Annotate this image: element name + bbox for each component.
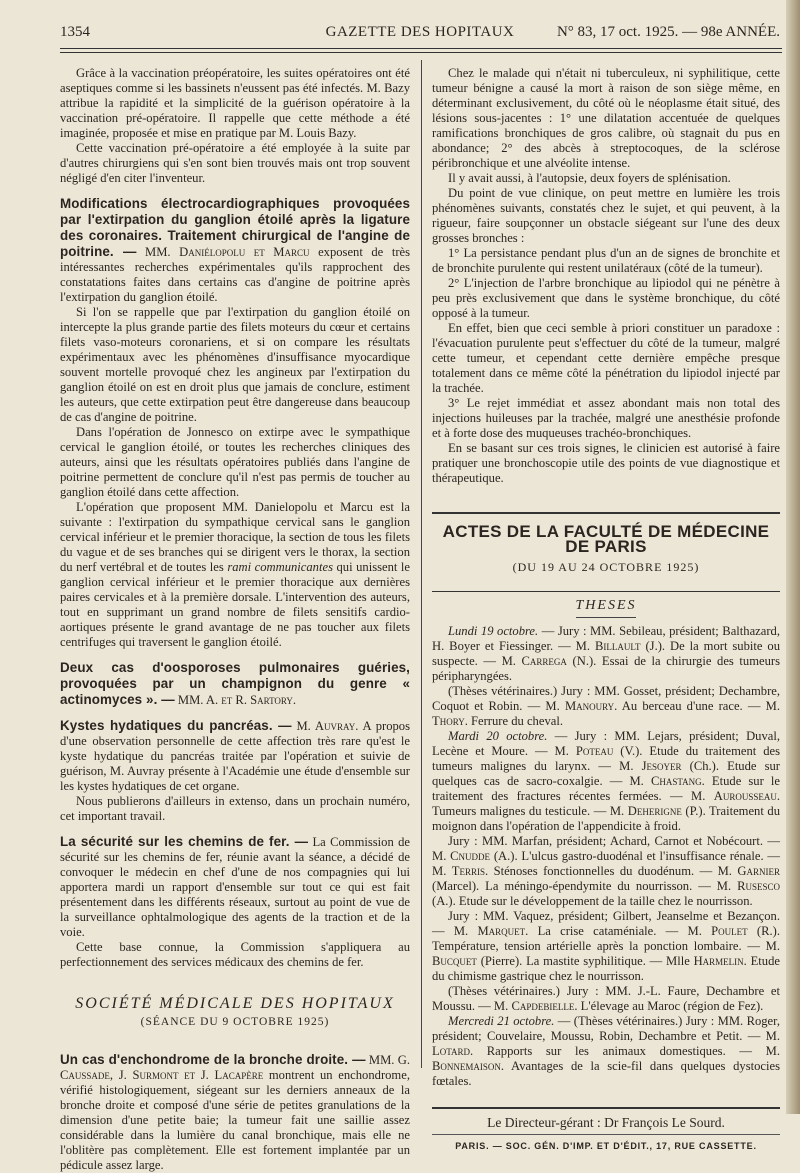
theses-mercredi: Mercredi 21 octobre. — (Thèses vétérinaires.) Jury : MM. Roger, président; Couvelaire, Moussu, Robin, Dechambre et Petit. — M. Lotard. Rapports sur les animaux domestiques. — M. Bonnemaison. Avantages de la scie-fil dans quelques dystocies fœtales. — [432, 1014, 780, 1088]
theses-lundi-vet: (Thèses vétérinaires.) Jury : MM. Gosset, président; Dechambre, Coquot et Robin. — M. Manoury. Au berceau d'une race. — M. Thory. Ferrure du cheval. — [432, 684, 780, 728]
header-rule-2 — [60, 52, 782, 53]
page-number: 1354 — [60, 24, 90, 40]
theses-jury-2: Jury : MM. Marfan, président; Achard, Carnot et Nobécourt. — M. Cnudde (A.). L'ulcus gastro-duodénal et l'insuffisance rénale. — M. Terris. Sténoses fonctionnelles du duodénum. — M. Garnier (Marcel). La méningo-épendymite du nourrisson. — M. Rusesco (A.). Etude sur le développement de la taille chez le nourrisson. — [432, 834, 781, 908]
theses-title: THESES — [575, 598, 637, 613]
header-rule — [60, 48, 782, 49]
paragraph: Dans l'opération de Jonnesco on extirpe avec le sympathique cervical le ganglion étoilé, or toutes les recherches cliniques des auteurs, ainsi que les résultats opératoires publiés dans l'angine de poitrine permettent de conclure qu'il n'est pas permis de toucher au ganglion étoilé dans cette affection. — [60, 425, 410, 499]
article-securite: La sécurité sur les chemins de fer. — La Commission de sécurité sur les chemins de fer, réunie avant la séance, a décidé de convoquer le médecin en chef d'une de nos compagnies qui lui apportera mardi un rapport d'ensemble sur tout ce qui est fait présentement dans les différents réseaux, surtout au point de vue de la surveillance ophtalmologique des agents de la traction et de la voie. — [60, 834, 410, 939]
page-edge-shadow — [786, 0, 800, 1114]
article-kystes: Kystes hydatiques du pancréas. — M. Auvray. A propos d'une observation personnelle de cette affection très rare qu'est le kyste hydatique du pancréas traitée par l'opération et suivie de guérison, M. Auvray présente à l'Académie une étude d'ensemble sur les kystes hydatiques de cet organe. — [60, 718, 410, 793]
societe-title: SOCIÉTÉ MÉDICALE DES HOPITAUX — [75, 995, 395, 1012]
theses-rule — [576, 617, 636, 618]
author-names: MM. A. et R. Sartory. — [177, 693, 297, 707]
theses-mardi-vet: (Thèses vétérinaires.) Jury : MM. J.-L. Faure, Dechambre et Moussu. — M. Capdebielle. L'élevage au Maroc (région de Fez). — [432, 984, 780, 1013]
section-heading: Deux cas d'oosporoses pulmonaires guéries, provoquées par un champignon du genre « actinomyces ». — — [60, 660, 410, 707]
journal-title: GAZETTE DES HOPITAUX — [325, 24, 515, 40]
paragraph: 3° Le rejet immédiat et assez abondant mais non total des injections huileuses par la trachée, malgré une anesthésie profonde et à forte dose des muqueuses trachéo-bronchiques. — [432, 396, 780, 440]
section-heading: Kystes hydatiques du pancréas. — — [60, 718, 292, 733]
imprimerie-line: PARIS. — SOC. GÉN. D'IMP. ET D'ÉDIT., 17, RUE CASSETTE. — [432, 1134, 780, 1154]
section-heading: Un cas d'enchondrome de la bronche droite. — — [60, 1052, 366, 1067]
paragraph: En se basant sur ces trois signes, le clinicien est autorisé à faire pratiquer une bronchoscopie utile des points de vue diagnostique et thérapeutique. — [432, 441, 780, 485]
seance-date: (SÉANCE DU 9 OCTOBRE 1925) — [140, 1016, 330, 1028]
paragraph: 1° La persistance pendant plus d'un an de signes de bronchite et de bronchite purulente qui restent unilatéraux (côté de la tumeur). — [432, 246, 780, 275]
article-modifications: Modifications électrocardiographiques provoquées par l'extirpation du ganglion étoilé après la ligature des coronaires. Traitement chirurgical de l'angine de poitrine. — MM. Daniélopolu et Marcu exposent de très intéressantes recherches expérimentales qu'ils rapprochent des constatations faites dans certains cas d'angine de poitrine après l'extirpation du ganglion étoilé. — [60, 196, 411, 304]
paragraph: Grâce à la vaccination préopératoire, les suites opératoires ont été aseptiques comme si les bassinets n'eussent pas été infectés. M. Bazy attribue la rapidité et la simplicité de la guérison opératoire à la vaccination pré-opératoire. Il rappelle que cette méthode a été imaginée, proposée et mise en pratique par M. Louis Bazy. — [60, 66, 410, 140]
actes-title: ACTES DE LA FACULTÉ DE MÉDECINE DE PARIS — [442, 522, 770, 556]
paragraph: En effet, bien que ceci semble à priori constituer un paradoxe : l'évacuation purulente peut s'effectuer du côté de la tumeur, malgré cette tumeur, et cependant cette dernière empêche presque totalement dans ce même côté la pénétration du lipiodol injecté par la trachée. — [432, 321, 780, 395]
right-column — [432, 66, 780, 1154]
column-separator — [421, 60, 422, 1068]
author-names: MM. G. Caussade, J. Surmont et J. Lacapère — [60, 1053, 410, 1082]
left-column — [60, 66, 410, 1173]
paragraph: Il y avait aussi, à l'autopsie, deux foyers de splénisation. — [448, 171, 731, 185]
paragraph: 2° L'injection de l'arbre bronchique au lipiodol qui ne pénètre à peu près exclusivement que dans le système bronchique, du côté opposé à la tumeur. — [432, 276, 780, 320]
article-enchondrome: Un cas d'enchondrome de la bronche droite. — MM. G. Caussade, J. Surmont et J. Lacapère montrent un enchondrome, vérifié histologiquement, siégeant sur les derniers anneaux de la bronche droite et composé d'une série de petites granulations de la dimension d'une petite baie; la tumeur fait une saillie assez considérable dans la lumière du canal bronchique, mais elle ne l'oblitère pas complètement. Elle est fortement implantée par un pédicule assez large. — [60, 1052, 410, 1172]
paragraph: Nous publierons d'ailleurs in extenso, dans un prochain numéro, cet important travail. — [60, 794, 410, 823]
paragraph: Si l'on se rappelle que par l'extirpation du ganglion étoilé on intercepte la plus grande partie des filets moteurs du cœur et certains filets vaso-moteurs coronariens, et si on compare les résultats expérimentaux avec les phénomènes d'insuffisance myocardique souvent mortelle provoqué chez les angineux par l'extirpation du ganglion étoilé on est en droit plus que jamais de conclure, estiment les auteurs, que cette extirpation peut être dangereuse dans beaucoup de cas d'angine de poitrine. — [60, 305, 410, 424]
paragraph: Cette base connue, la Commission s'appliquera au perfectionnement des services médicaux des chemins de fer. — [60, 940, 410, 969]
article-oosporoses — [60, 660, 410, 708]
directeur-gerant: Le Directeur-gérant : Dr François Le Sourd. — [432, 1107, 780, 1130]
paragraph: Cette vaccination pré-opératoire a été employée à la suite par d'autres chirurgiens qui s'en sont bien trouvés mais ont trop souvent négligé d'en citer l'inventeur. — [60, 141, 410, 185]
issue-date: N° 83, 17 oct. 1925. — 98e ANNÉE. — [556, 24, 780, 40]
paragraph: Chez le malade qui n'était ni tuberculeux, ni syphilitique, cette tumeur bénigne a causé la mort à raison de son siège même, en déterminant exclusivement, du côté où le néoplasme était situé, des lésions sous-jacentes : 1° une dilatation accentuée de quelques ramifications bronchiques de gros calibre, où stagnait du pus en abondance; 2° des abcès à streptocoques, de la sclérose péribronchique et une alvéolite intense. — [432, 66, 780, 170]
italic-term: rami communicantes — [227, 560, 333, 574]
section-heading: Modifications électrocardiographiques provoquées par l'extirpation du ganglion étoilé après la ligature des coronaires. Traitement chirurgical de l'angine de poitrine. — — [60, 196, 410, 259]
actes-header — [432, 512, 780, 592]
actes-dates: (DU 19 AU 24 OCTOBRE 1925) — [512, 560, 700, 574]
theses-lundi: Lundi 19 octobre. — Jury : MM. Sebileau, président; Balthazard, H. Boyer et Fiessinger. — M. Billault (J.). De la mort subite ou suspecte. — M. Carrega (N.). Essai de la chirurgie des tumeurs péripharyngées. — [432, 624, 781, 683]
author-names: M. Auvray. — [296, 719, 359, 733]
page-header — [60, 24, 780, 46]
theses-jury-3: Jury : MM. Vaquez, président; Gilbert, Jeanselme et Bezançon. — M. Marquet. La crise cataméniale. — M. Poulet (R.). Température, tension artérielle après la ponction lombaire. — M. Bucquet (Pierre). La mastite syphilitique. — Mlle Harmelin. Etude du chimisme gastrique chez le nourrisson. — [432, 909, 780, 983]
section-heading: La sécurité sur les chemins de fer. — — [60, 834, 309, 849]
paragraph: L'opération que proposent MM. Danielopolu et Marcu est la suivante : l'extirpation du sympathique cervical sans le ganglion cervical inférieur et le premier thoracique, la section de tous les filets du vague et de ses branches qui se dirigent vers le thorax, la section du nerf vertébral et de toutes les rami communicantes qui unissent le ganglion cervical inférieur et le premier thoracique aux dernières paires cervicales et à la première dorsale. L'intervention des auteurs, tout en supprimant un grand nombre de filets sensitifs cardio-aortiques présente le grand avantage de ne pas toucher aux filets centrifuges qui traversent le ganglion étoilé. — [60, 500, 410, 649]
author-names: Daniélopolu et Marcu — [179, 245, 310, 259]
theses-mardi: Mardi 20 octobre. — Jury : MM. Lejars, président; Duval, Lecène et Moure. — M. Poteau (V.). Etude du traitement des tumeurs malignes du larynx. — M. Jesoyer (Ch.). Etude sur quelques cas de sacro-coxalgie. — M. Chastang. Etude sur le traitement des fractures récentes fermées. — M. Aurousseau. Tumeurs malignes du testicule. — M. Deherigne (P.). Traitement du moignon dans l'opération de l'appendicite à froid. — [432, 729, 781, 833]
paragraph: Du point de vue clinique, on peut mettre en lumière les trois phénomènes suivants, constatés chez le sujet, et qui peuvent, à la rigueur, faire soupçonner un obstacle siégeant sur l'une des deux grosses bronches : — [432, 186, 780, 245]
